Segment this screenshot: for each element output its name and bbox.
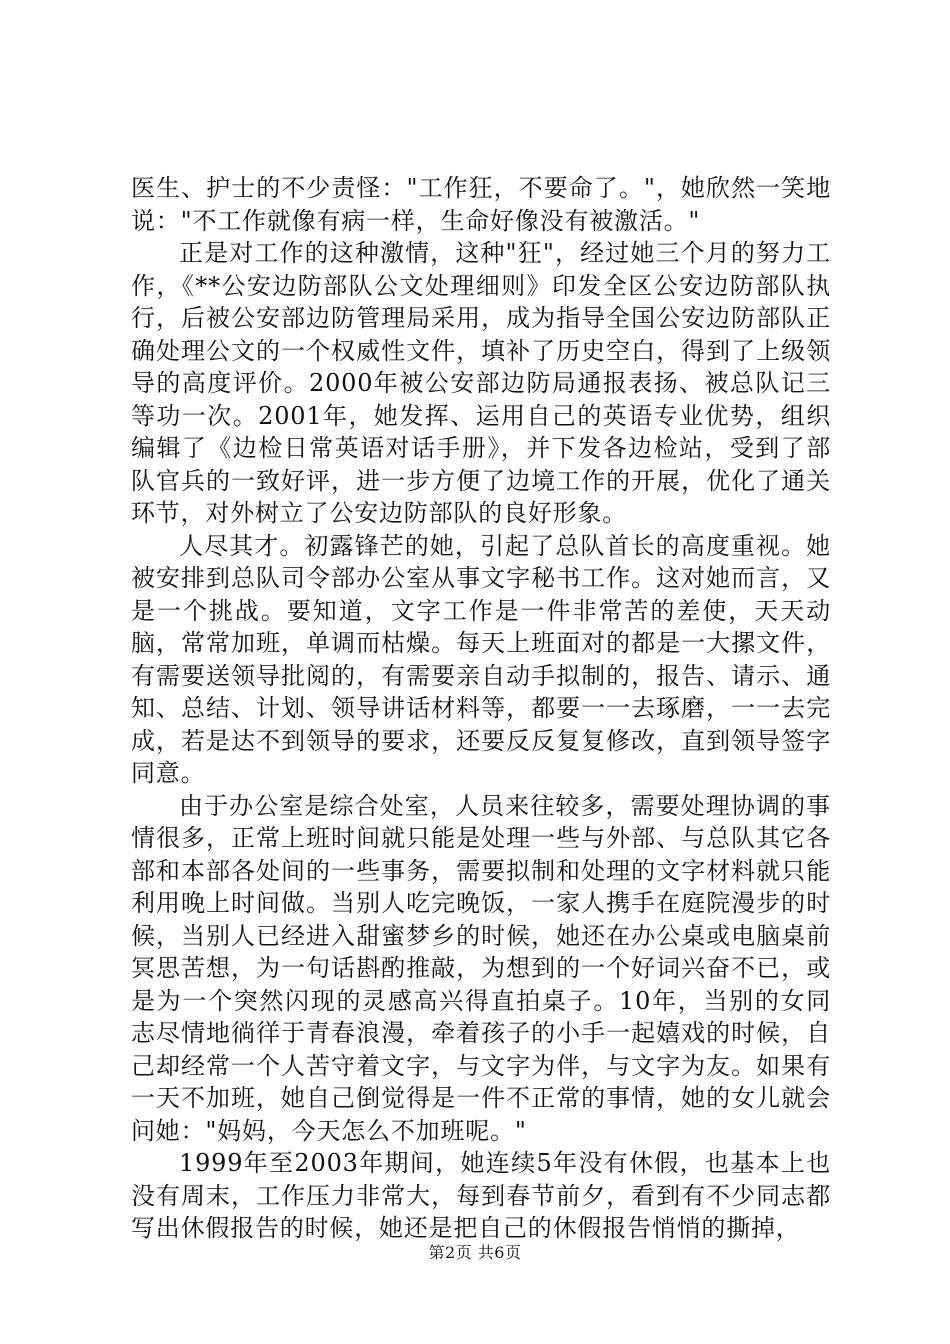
paragraph-2: 正是对工作的这种激情，这种"狂"，经过她三个月的努力工作，《**公安边防部队公文处理细则》印发全区公安边防部队执行，后被公安部边防管理局采用，成为指导全国公安边防部队正确处理公文的一个权威性文件，填补了历史空白，得到了上级领导的高度评价。2000年被公安部边防局通报表扬、被总队记三等功一次。2001年，她发挥、运用自己的英语专业优势，组织编辑了《边检日常英语对话手册》，并下发各边检站，受到了部队官兵的一致好评，进一步方便了边境工作的开展，优化了通关环节，对外树立了公安边防部队的良好形象。 xyxy=(131,239,831,527)
page-footer: 第2页 共6页 xyxy=(428,1243,522,1262)
document-body xyxy=(131,172,831,1245)
paragraph-5: 1999年至2003年期间，她连续5年没有休假，也基本上也没有周末，工作压力非常大，每到春节前夕，看到有不少同志都写出休假报告的时候，她还是把自己的休假报告悄悄的撕掉， xyxy=(131,1149,831,1242)
paragraph-4: 由于办公室是综合处室，人员来往较多，需要处理协调的事情很多，正常上班时间就只能是处理一些与外部、与总队其它各部和本部各处间的一些事务，需要拟制和处理的文字材料就只能利用晚上时间做。当别人吃完晚饭，一家人携手在庭院漫步的时候，当别人已经进入甜蜜梦乡的时候，她还在办公桌或电脑桌前冥思苦想，为一句话斟酌推敲，为想到的一个好词兴奋不已，或是为一个突然闪现的灵感高兴得直拍桌子。10年，当别的女同志尽情地徜徉于青春浪漫，牵着孩子的小手一起嬉戏的时候，自己却经常一个人苦守着文字，与文字为伴，与文字为友。如果有一天不加班，她自己倒觉得是一件不正常的事情，她的女儿就会问她："妈妈，今天怎么不加班呢。" xyxy=(131,791,831,1145)
paragraph-1: 医生、护士的不少责怪："工作狂，不要命了。"，她欣然一笑地说："不工作就像有病一样，生命好像没有被激活。" xyxy=(131,174,831,235)
paragraph-3: 人尽其才。初露锋芒的她，引起了总队首长的高度重视。她被安排到总队司令部办公室从事文字秘书工作。这对她而言，又是一个挑战。要知道，文字工作是一件非常苦的差使，天天动脑，常常加班，单调而枯燥。每天上班面对的都是一大摞文件，有需要送领导批阅的，有需要亲自动手拟制的，报告、请示、通知、总结、计划、领导讲话材料等，都要一一去琢磨，一一去完成，若是达不到领导的要求，还要反反复复修改，直到领导签字同意。 xyxy=(131,531,831,787)
